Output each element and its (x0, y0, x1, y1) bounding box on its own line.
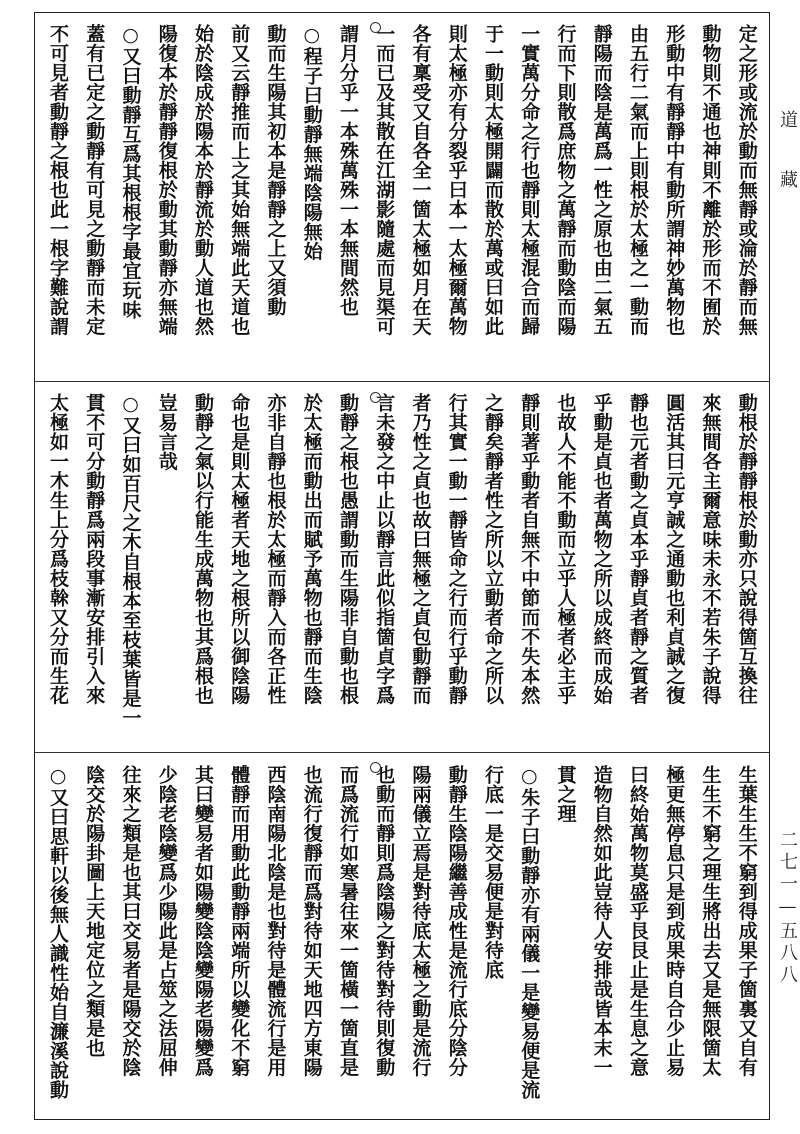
circle-mark-icon (370, 392, 381, 403)
text-column: 一實萬分命之行也靜則太極混合而歸 (518, 24, 541, 336)
text-column: 往來之類是也其曰交易者是陽交於陰 (119, 765, 142, 1077)
text-column: 也故人不能不動而立乎人極者必主乎 (554, 393, 577, 705)
text-column: 其曰變易者如陽變陰陰變陽老陽變爲 (192, 765, 214, 1077)
text-column: 靜則著乎動者自無不中節而不失本然 (518, 393, 541, 705)
section-divider (34, 381, 770, 382)
text-column: 則太極亦有分裂乎曰本一太極爾萬物 (445, 24, 468, 336)
text-column: 不可見者動靜之根也此一根字難說謂 (47, 24, 69, 336)
text-column: 貫之理 (554, 765, 577, 824)
text-column: ○程子曰動靜無端陰陽無始 (300, 24, 323, 261)
text-column: 由五行二氣而上則根於太極之一動而 (627, 24, 649, 336)
text-column: 蓋有已定之動靜有可見之動靜而未定 (83, 24, 106, 336)
text-column: 動靜生陰陽繼善成性是流行底分陰分 (445, 765, 468, 1077)
text-column: 體靜而用動此動靜兩端所以變化不窮 (228, 765, 251, 1077)
text-column: 乎動是貞也者萬物之所以成終而成始 (590, 393, 613, 705)
column-group (40, 393, 764, 745)
text-panel-bottom (36, 755, 768, 1118)
text-column: 動根於靜靜根於動亦只說得箇互換往 (735, 393, 758, 705)
text-column: 始於陰成於陽本於靜流於動人道也然 (192, 24, 214, 336)
text-panel-middle (36, 383, 768, 751)
text-column: 靜也元者動之貞本乎靜貞者靜之質者 (627, 393, 649, 705)
text-column: 定之形或流於動而無靜或淪於靜而無 (735, 24, 758, 336)
text-column: 于一動則太極開闢而散於萬或曰如此 (482, 24, 504, 336)
text-column: 極更無停息只是到成果時自合少止易 (663, 765, 686, 1077)
text-column: 前又云靜推而上之其始無端此天道也 (228, 24, 251, 336)
text-column: 命也是則太極者天地之根所以御陰陽 (228, 393, 251, 705)
text-column: 之靜矣靜者性之所以立動者命之所以 (482, 393, 504, 705)
text-column: 豈易言哉 (155, 393, 178, 471)
page-number: 二七一—五八八 (777, 830, 798, 987)
text-column: 行其實一動一靜皆命之行而行乎動靜 (445, 393, 468, 705)
text-column: 各有稟受又自各全一箇太極如月在天 (409, 24, 432, 336)
margin-subtitle: 藏 (777, 170, 798, 188)
text-column: 形動中有靜靜中有動所謂神妙萬物也 (663, 24, 686, 336)
text-column: 造物自然如此豈待人安排哉皆本末一 (590, 765, 613, 1077)
text-column: 也動而靜則爲陰陽之對待對待則復動 (373, 765, 396, 1077)
text-column: 於太極而動出而賦予萬物也靜而生陰 (300, 393, 323, 705)
section-divider (34, 752, 770, 753)
text-column: 生生不窮之理生將出去又是無限箇太 (699, 765, 722, 1077)
text-column: 陽復本於靜靜復根於動其動靜亦無端 (155, 24, 178, 336)
text-column: 動而生陽其初本是靜靜之上又須動 (264, 24, 287, 317)
text-column: ○又曰動靜互爲其根根字最宜玩味 (119, 24, 142, 320)
text-column: 貫不可分動靜爲兩段事漸安排引入來 (83, 393, 106, 705)
margin-title: 道 (777, 110, 798, 128)
text-column: 曰終始萬物莫盛乎艮艮止是生息之意 (627, 765, 649, 1077)
text-column: 動物則不通也神則不離於形而不囿於 (699, 24, 722, 336)
text-column: 太極如一木生上分爲枝榦又分而生花 (47, 393, 69, 705)
text-column: 少陰老陰變爲少陽此是占筮之法屈伸 (155, 765, 178, 1077)
circle-mark-icon (370, 762, 381, 773)
text-column: 靜陽而陰是萬爲一性之原也由二氣五 (590, 24, 613, 336)
text-column: 圓活其曰元亨誠之通動也利貞誠之復 (663, 393, 686, 705)
text-column: 生葉生生不窮到得成果子箇裏又自有 (735, 765, 758, 1077)
text-column: 亦非自靜也根於太極而靜入而各正性 (264, 393, 287, 705)
text-column: 來無間各主爾意味未永不若朱子說得 (699, 393, 722, 705)
text-column: 一而已及其散在江湖影隨處而見渠可 (373, 24, 396, 336)
text-column: 謂月分乎一本殊萬殊一本無間然也 (337, 24, 359, 317)
text-column: 而爲流行如寒暑往來一箇橫一箇直是 (337, 765, 359, 1077)
text-column: 行底一是交易便是對待底 (482, 765, 504, 980)
column-group (40, 765, 764, 1112)
column-group (40, 24, 764, 374)
text-panel-top (36, 14, 768, 380)
text-column: 動靜之根也愚謂動而生陽非自動也根 (337, 393, 359, 705)
text-column: 動靜之氣以行能生成萬物也其爲根也 (192, 393, 214, 705)
text-column: 陰交於陽卦圖上天地定位之類是也 (83, 765, 106, 1058)
circle-mark-icon (370, 22, 381, 33)
text-column: 行而下則散爲庶物之萬靜而動陰而陽 (554, 24, 577, 336)
text-column: ○又曰思軒以後無人識性始自濂溪說動 (47, 765, 69, 1100)
text-column: 西陰南陽北陰是也對待是體流行是用 (264, 765, 287, 1077)
text-column: 言未發之中止以靜言此似指箇貞字爲 (373, 393, 396, 705)
text-column: ○又曰如百尺之木自根本至枝葉皆是一 (119, 393, 142, 728)
text-column: 者乃性之貞也故曰無極之貞包動靜而 (409, 393, 432, 705)
text-column: ○朱子曰動靜亦有兩儀一是變易便是流 (518, 765, 541, 1100)
text-column: 陽兩儀立焉是對待底太極之動是流行 (409, 765, 432, 1077)
text-column: 也流行復靜而爲對待如天地四方東陽 (300, 765, 323, 1077)
